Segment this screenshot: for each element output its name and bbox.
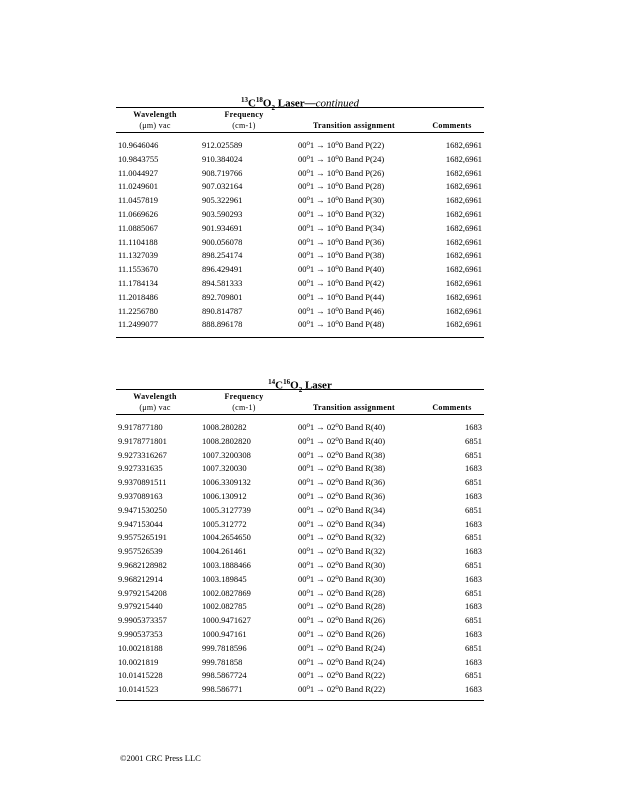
bottom-rule xyxy=(116,337,484,338)
title-rest: Laser xyxy=(302,379,332,392)
table-row xyxy=(116,277,484,291)
cell-frequency: 1007.3200308 xyxy=(202,449,251,460)
cell-comments: 6851 xyxy=(465,477,482,488)
cell-transition: 00⁰1 → 10⁰0 Band P(30) xyxy=(298,195,385,206)
cell-comments: 1683 xyxy=(465,518,482,529)
cell-frequency: 896.429491 xyxy=(202,264,243,275)
cell-comments: 1683 xyxy=(465,601,482,612)
cell-comments: 6851 xyxy=(465,532,482,543)
header-wavelength: Wavelength xyxy=(133,110,177,119)
cell-transition: 00⁰1 → 02⁰0 Band R(30) xyxy=(298,559,386,570)
title-element-c: C xyxy=(247,97,256,110)
cell-frequency: 1005.3127739 xyxy=(202,504,251,515)
header-frequency-unit: (cm-1) xyxy=(232,403,256,412)
cell-frequency: 1004.261461 xyxy=(202,546,247,557)
cell-transition: 00⁰1 → 02⁰0 Band R(22) xyxy=(298,684,386,695)
cell-transition: 00⁰1 → 10⁰0 Band P(48) xyxy=(298,319,385,330)
cell-wavelength: 9.9370891511 xyxy=(118,477,167,488)
cell-transition: 00⁰1 → 02⁰0 Band R(38) xyxy=(298,463,386,474)
cell-comments: 6851 xyxy=(465,587,482,598)
cell-transition: 00⁰1 → 02⁰0 Band R(34) xyxy=(298,518,386,529)
cell-comments: 1682,6961 xyxy=(445,153,482,164)
cell-transition: 00⁰1 → 02⁰0 Band R(28) xyxy=(298,587,386,598)
table-row xyxy=(116,683,484,697)
cell-frequency: 998.586771 xyxy=(202,684,243,695)
cell-transition: 00⁰1 → 02⁰0 Band R(36) xyxy=(298,490,386,501)
cell-transition: 00⁰1 → 02⁰0 Band R(40) xyxy=(298,422,386,432)
cell-wavelength: 9.9682128982 xyxy=(118,559,167,570)
table-row xyxy=(116,167,484,181)
table-row xyxy=(116,222,484,236)
cell-wavelength: 9.957526539 xyxy=(118,546,163,557)
cell-wavelength: 11.1327039 xyxy=(118,250,159,261)
cell-transition: 00⁰1 → 10⁰0 Band P(36) xyxy=(298,236,385,247)
cell-comments: 1682,6961 xyxy=(445,195,482,206)
cell-frequency: 1008.2802820 xyxy=(202,435,251,446)
cell-wavelength: 10.00218188 xyxy=(118,642,163,653)
cell-wavelength: 9.9273316267 xyxy=(118,449,167,460)
cell-frequency: 894.581333 xyxy=(202,277,243,288)
cell-wavelength: 11.0457819 xyxy=(118,195,159,206)
cell-frequency: 900.056078 xyxy=(202,236,243,247)
table-body xyxy=(116,133,484,332)
cell-wavelength: 11.2499077 xyxy=(118,319,159,330)
title-isotope-sup: 13 xyxy=(240,96,248,104)
title-isotope-o-sup: 16 xyxy=(283,378,291,386)
title-element-c: C xyxy=(275,379,284,392)
cell-wavelength: 9.9471530250 xyxy=(118,504,167,515)
table-row xyxy=(116,435,484,449)
cell-comments: 1682,6961 xyxy=(445,250,482,261)
cell-frequency: 910.384024 xyxy=(202,153,243,164)
cell-frequency: 1004.2654650 xyxy=(202,532,251,543)
cell-wavelength: 10.0021819 xyxy=(118,656,159,667)
header-comments: Comments xyxy=(432,403,472,412)
table-row xyxy=(116,573,484,587)
table-row xyxy=(116,291,484,305)
cell-wavelength: 11.0669626 xyxy=(118,208,159,219)
cell-comments: 6851 xyxy=(465,435,482,446)
table-row xyxy=(116,305,484,319)
cell-frequency: 1008.280282 xyxy=(202,422,247,432)
cell-comments: 1683 xyxy=(465,463,482,474)
table-row xyxy=(116,600,484,614)
cell-transition: 00⁰1 → 10⁰0 Band P(28) xyxy=(298,181,385,192)
cell-transition: 00⁰1 → 02⁰0 Band R(34) xyxy=(298,504,386,515)
cell-frequency: 912.025589 xyxy=(202,140,243,150)
cell-transition: 00⁰1 → 02⁰0 Band R(32) xyxy=(298,532,386,543)
cell-frequency: 1006.130912 xyxy=(202,490,247,501)
cell-frequency: 1002.082785 xyxy=(202,601,247,612)
table-row xyxy=(116,208,484,222)
cell-comments: 1683 xyxy=(465,684,482,695)
cell-wavelength: 11.2256780 xyxy=(118,305,159,316)
cell-transition: 00⁰1 → 10⁰0 Band P(44) xyxy=(298,291,385,302)
table-row xyxy=(116,656,484,670)
cell-frequency: 1003.1888466 xyxy=(202,559,251,570)
table-row xyxy=(116,139,484,153)
cell-frequency: 888.896178 xyxy=(202,319,243,330)
table-section-13c18o2 xyxy=(116,93,484,338)
table-row xyxy=(116,318,484,332)
cell-frequency: 999.781858 xyxy=(202,656,243,667)
title-element-o: O xyxy=(290,379,299,392)
cell-transition: 00⁰1 → 02⁰0 Band R(24) xyxy=(298,656,386,667)
cell-wavelength: 9.968212914 xyxy=(118,573,163,584)
cell-wavelength: 10.9646046 xyxy=(118,140,159,150)
table-body xyxy=(116,415,484,697)
bottom-rule xyxy=(116,700,484,701)
header-wavelength-unit: (μm) vac xyxy=(139,403,171,412)
cell-transition: 00⁰1 → 02⁰0 Band R(38) xyxy=(298,449,386,460)
cell-frequency: 901.934691 xyxy=(202,222,243,233)
cell-wavelength: 10.9843755 xyxy=(118,153,159,164)
column-headers xyxy=(116,390,484,414)
header-transition: Transition assignment xyxy=(313,403,395,412)
table-row xyxy=(116,669,484,683)
cell-frequency: 905.322961 xyxy=(202,195,243,206)
cell-comments: 1682,6961 xyxy=(445,264,482,275)
table-row xyxy=(116,642,484,656)
header-frequency: Frequency xyxy=(224,110,264,119)
title-rest: Laser— xyxy=(274,97,316,110)
cell-comments: 1683 xyxy=(465,490,482,501)
cell-comments: 1682,6961 xyxy=(445,222,482,233)
cell-comments: 1683 xyxy=(465,422,482,432)
cell-comments: 1682,6961 xyxy=(445,181,482,192)
cell-wavelength: 11.0249601 xyxy=(118,181,159,192)
cell-comments: 1682,6961 xyxy=(445,236,482,247)
cell-comments: 6851 xyxy=(465,559,482,570)
cell-wavelength: 9.979215440 xyxy=(118,601,163,612)
cell-transition: 00⁰1 → 02⁰0 Band R(26) xyxy=(298,615,386,626)
cell-frequency: 1003.189845 xyxy=(202,573,247,584)
table-row xyxy=(116,236,484,250)
cell-wavelength: 11.0044927 xyxy=(118,167,159,178)
cell-frequency: 1006.3309132 xyxy=(202,477,251,488)
table-row xyxy=(116,263,484,277)
cell-wavelength: 10.01415228 xyxy=(118,670,163,681)
header-wavelength: Wavelength xyxy=(133,392,177,401)
table-row xyxy=(116,490,484,504)
cell-comments: 1683 xyxy=(465,573,482,584)
cell-comments: 6851 xyxy=(465,504,482,515)
cell-comments: 1682,6961 xyxy=(445,305,482,316)
table-row xyxy=(116,476,484,490)
cell-frequency: 999.7818596 xyxy=(202,642,247,653)
cell-transition: 00⁰1 → 02⁰0 Band R(40) xyxy=(298,435,386,446)
table-row xyxy=(116,518,484,532)
cell-comments: 1683 xyxy=(465,628,482,639)
cell-transition: 00⁰1 → 10⁰0 Band P(42) xyxy=(298,277,385,288)
cell-transition: 00⁰1 → 02⁰0 Band R(28) xyxy=(298,601,386,612)
cell-frequency: 1002.0827869 xyxy=(202,587,251,598)
table-row xyxy=(116,614,484,628)
table-row xyxy=(116,628,484,642)
cell-wavelength: 9.9905373357 xyxy=(118,615,167,626)
title-isotope-sup: 14 xyxy=(268,378,276,386)
cell-comments: 1683 xyxy=(465,656,482,667)
cell-wavelength: 11.2018486 xyxy=(118,291,159,302)
table-row xyxy=(116,531,484,545)
table-row xyxy=(116,462,484,476)
table-row xyxy=(116,559,484,573)
cell-wavelength: 11.1104188 xyxy=(118,236,158,247)
cell-comments: 1682,6961 xyxy=(445,277,482,288)
header-frequency-unit: (cm-1) xyxy=(232,121,256,130)
cell-frequency: 1000.9471627 xyxy=(202,615,251,626)
table-row xyxy=(116,545,484,559)
cell-frequency: 903.590293 xyxy=(202,208,243,219)
cell-comments: 6851 xyxy=(465,642,482,653)
cell-transition: 00⁰1 → 10⁰0 Band P(34) xyxy=(298,222,385,233)
cell-comments: 1683 xyxy=(465,546,482,557)
cell-comments: 1682,6961 xyxy=(445,140,482,150)
title-isotope-o-sup: 18 xyxy=(255,96,263,104)
cell-frequency: 890.814787 xyxy=(202,305,243,316)
table-row xyxy=(116,504,484,518)
cell-wavelength: 11.0885067 xyxy=(118,222,159,233)
cell-transition: 00⁰1 → 10⁰0 Band P(26) xyxy=(298,167,385,178)
cell-transition: 00⁰1 → 02⁰0 Band R(26) xyxy=(298,628,386,639)
cell-comments: 1682,6961 xyxy=(445,167,482,178)
table-row xyxy=(116,249,484,263)
cell-frequency: 907.032164 xyxy=(202,181,243,192)
cell-transition: 00⁰1 → 02⁰0 Band R(36) xyxy=(298,477,386,488)
cell-wavelength: 10.0141523 xyxy=(118,684,159,695)
table-title xyxy=(116,375,484,394)
cell-transition: 00⁰1 → 10⁰0 Band P(22) xyxy=(298,140,385,150)
cell-frequency: 998.5867724 xyxy=(202,670,247,681)
cell-frequency: 908.719766 xyxy=(202,167,243,178)
cell-frequency: 898.254174 xyxy=(202,250,243,261)
cell-transition: 00⁰1 → 02⁰0 Band R(30) xyxy=(298,573,386,584)
cell-comments: 6851 xyxy=(465,670,482,681)
cell-wavelength: 9.917877180 xyxy=(118,422,163,432)
cell-transition: 00⁰1 → 02⁰0 Band R(24) xyxy=(298,642,386,653)
cell-wavelength: 9.937089163 xyxy=(118,490,163,501)
cell-comments: 1682,6961 xyxy=(445,319,482,330)
title-subscript: 2 xyxy=(271,103,275,112)
cell-transition: 00⁰1 → 10⁰0 Band P(38) xyxy=(298,250,385,261)
cell-frequency: 1007.320030 xyxy=(202,463,247,474)
cell-wavelength: 11.1784134 xyxy=(118,277,159,288)
cell-frequency: 892.709801 xyxy=(202,291,243,302)
cell-wavelength: 9.947153044 xyxy=(118,518,163,529)
cell-wavelength: 9.9792154208 xyxy=(118,587,167,598)
title-subscript: 2 xyxy=(298,385,303,394)
table-row xyxy=(116,153,484,167)
cell-transition: 00⁰1 → 10⁰0 Band P(32) xyxy=(298,208,385,219)
table-row xyxy=(116,449,484,463)
cell-comments: 6851 xyxy=(465,449,482,460)
cell-transition: 00⁰1 → 10⁰0 Band P(24) xyxy=(298,153,385,164)
cell-wavelength: 11.1553670 xyxy=(118,264,159,275)
title-element-o: O xyxy=(262,97,272,110)
header-frequency: Frequency xyxy=(224,392,264,401)
cell-transition: 00⁰1 → 02⁰0 Band R(22) xyxy=(298,670,386,681)
cell-wavelength: 9.9575265191 xyxy=(118,532,167,543)
cell-frequency: 1000.947161 xyxy=(202,628,247,639)
header-comments: Comments xyxy=(432,121,472,130)
table-title xyxy=(116,93,484,112)
column-headers xyxy=(116,108,484,132)
title-continued: continued xyxy=(315,97,360,110)
cell-wavelength: 9.9178771801 xyxy=(118,435,167,446)
cell-transition: 00⁰1 → 10⁰0 Band P(46) xyxy=(298,305,385,316)
table-row xyxy=(116,421,484,435)
table-row xyxy=(116,587,484,601)
table-row xyxy=(116,180,484,194)
cell-frequency: 1005.312772 xyxy=(202,518,247,529)
table-row xyxy=(116,194,484,208)
cell-wavelength: 9.927331635 xyxy=(118,463,163,474)
cell-comments: 1682,6961 xyxy=(445,208,482,219)
cell-comments: 6851 xyxy=(465,615,482,626)
copyright-footer: ©2001 CRC Press LLC xyxy=(120,753,201,763)
cell-comments: 1682,6961 xyxy=(445,291,482,302)
cell-transition: 00⁰1 → 10⁰0 Band P(40) xyxy=(298,264,385,275)
cell-transition: 00⁰1 → 02⁰0 Band R(32) xyxy=(298,546,386,557)
header-wavelength-unit: (μm) vac xyxy=(139,121,171,130)
cell-wavelength: 9.990537353 xyxy=(118,628,163,639)
table-section-14c16o2 xyxy=(116,375,484,701)
header-transition: Transition assignment xyxy=(313,121,395,130)
